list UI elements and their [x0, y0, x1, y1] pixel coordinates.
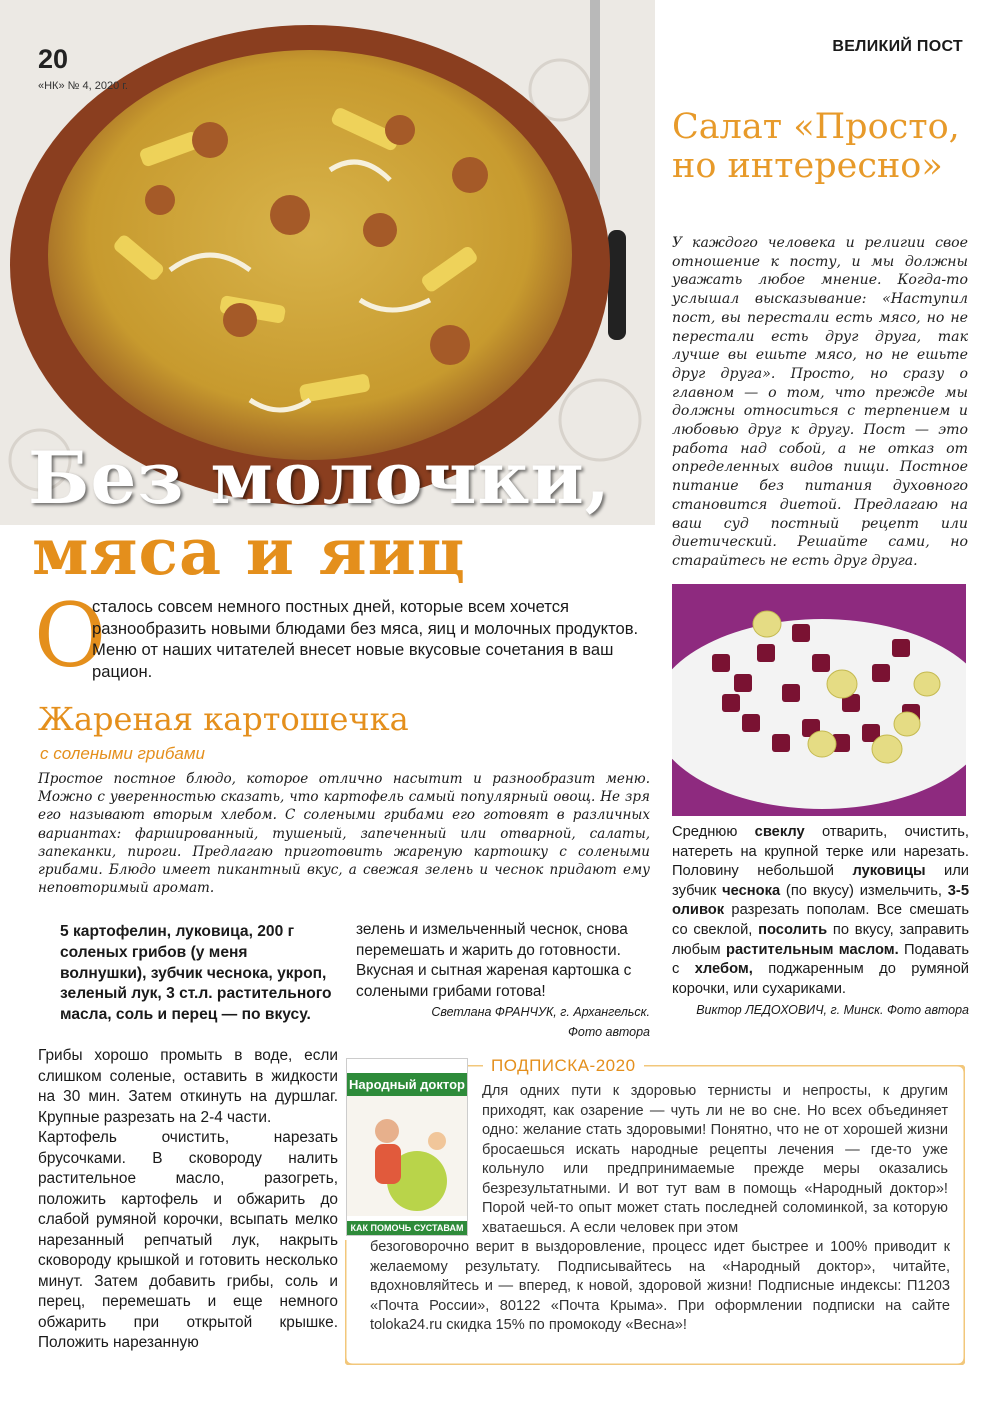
recipe-text: разрезать пополам. Все смешать со свеклой, [672, 902, 969, 938]
recipe-title-salad: Салат «Просто, но интересно» [672, 107, 960, 186]
recipe-title-potatoes: Жареная картошечка [38, 700, 409, 738]
method-potatoes [38, 1046, 338, 1354]
cover-illustration [347, 1096, 467, 1216]
recipe-text: отварить, очистить, натереть на крупной терке или нарезать. Половину небольшой [672, 824, 969, 880]
recipe-keyword: посолить [758, 921, 828, 938]
method-paragraph: Грибы хорошо промыть в воде, если слишком соленые, оставить в жидкости на 30 мин. Затем откинуть на дуршлаг. Крупные разрезать на 2-4 части. [38, 1047, 338, 1126]
recipe-subtitle-potatoes: с солеными грибами [40, 744, 205, 763]
issue-label: «НК» № 4, 2020 г. [38, 80, 128, 92]
headline-line1: Без молочки, [28, 435, 611, 520]
lead-dropcap: О [34, 584, 107, 687]
subscription-text-bottom: безоговорочно верит в выздоровление, процесс идет быстрее и 100% приводит к желаемому результату. Подписывайтесь на «Народный доктор», читайте, вдохновляйтесь и — вперед, к новой, здоровой жизни! Подписные индексы: П1203 «Почта России», 80122 «Почта Крыма». При оформлении подписки на сайте toloka24.ru скидка 15% по промокоду «Весна»! [370, 1239, 950, 1333]
headline-line2: мяса и яиц [32, 514, 466, 590]
recipe-keyword: свеклу [754, 824, 805, 840]
subscription-heading: ПОДПИСКА-2020 [483, 1056, 644, 1076]
author-name: Светлана ФРАНЧУК, г. Архангельск. [431, 1005, 650, 1019]
recipe-keyword: растительным маслом. [725, 941, 899, 958]
recipe-text: Среднюю [672, 824, 755, 840]
recipe-text: поджаренным до румяной корочки, или сухариками. [672, 961, 969, 997]
page-number: 20 [38, 44, 69, 74]
magazine-cover [346, 1058, 468, 1236]
ingredients-potatoes: 5 картофелин, луковица, 200 г соленых грибов (у меня волнушки), зубчик чеснока, укроп, зеленый лук, 3 ст.л. растительного масла, соль и перец — по вкусу. [60, 923, 332, 1024]
photo-credit: Фото автора [567, 1025, 650, 1039]
author-signature-potatoes [356, 1002, 650, 1042]
method-paragraph: Картофель очистить, нарезать брусочками. В сковороду налить растительное масло, разогреть, положить картофель и обжарить до слабой румяной корочки, всыпать мелко нарезанный репчатый лук, накрыть сковороду крышкой и готовить несколько минут. Затем добавить грибы, соль и перец, перемешать и еще немного обжарить при открытой крышке. Положить нарезанную [38, 1129, 338, 1351]
method-continuation: зелень и измельченный чеснок, снова перемешать и жарить до готовности. Вкусная и сытная жареная картошка с солеными грибами готова! [356, 921, 632, 1000]
dish-photo-beet-salad [672, 584, 966, 816]
recipe-keyword: луковицы [852, 863, 926, 880]
recipe-text: по вкусу, заправить любым [672, 921, 969, 958]
recipe-keyword: 3-5 оливок [672, 882, 969, 919]
lead-paragraph: сталось совсем немного постных дней, которые всем хочется разнообразить новыми блюдами без мяса, яиц и молочных продуктов. Меню от наших читателей внесет новые вкусовые сочетания в ваш рацион. [92, 597, 639, 681]
recipe-method-salad [672, 823, 969, 999]
recipe-intro-salad: У каждого человека и религии свое отношение к посту, и мы должны уважать любое мнение. Когда-то услышал высказывание: «Наступил пост, вы перестали есть мясо, но не перестали есть друг друга, так лучше вы ешьте мясо, но не ешьте друг друга». Просто, но сразу о главном — о том, что прежде мы должны относиться с терпением и любовью друг к другу. Пост — это работа над собой, а не отказ от определенных видов пищи. Постное питание без питания духовного становится диетой. Предлагаю на ваш суд постный рецепт или диетический. Решайте сами, но старайтесь не есть друг друга. [672, 235, 968, 569]
cover-brand: Народный доктор [347, 1073, 467, 1096]
recipe-text: Подавать с [672, 941, 970, 978]
recipe-intro-potatoes: Простое постное блюдо, которое отлично насытит и разнообразит меню. Можно с уверенностью сказать, что картофель самый популярный овощ. Не зря его называют вторым хлебом. С солеными грибами его готовят в различных вариантах: фаршированный, тушеный, запеченный или отварной, салаты, запеканки, пироги. Предлагаю приготовить жареную картошку с солеными грибами. Блюдо имеет пикантный вкус, а свежая зелень и чеснок придают ему неповторимый аромат. [38, 771, 650, 897]
recipe-text: (по вкусу) измельчить, [780, 882, 948, 899]
author-signature-salad: Виктор ЛЕДОХОВИЧ, г. Минск. Фото автора [696, 1003, 969, 1017]
subscription-text-top: Для одних пути к здоровью тернисты и непросты, к другим приходят, как озарение — чуть ли не во сне. Но всех объединяет одно: желание стать здоровыми! Понятно, что не от хорошей жизни бросаешься искать народные рецепты лечения — где-то уже кольнуло или предпринимаемые прежде меры оказались безрезультатными. И вот тут вам в помощь «Народный доктор»! Порой чей-то опыт может стать последней соломинкой, за которую хватаешься. А если человек при этом [482, 1083, 948, 1236]
recipe-keyword: хлебом, [694, 961, 753, 978]
recipe-text: или зубчик [672, 863, 969, 899]
section-title: ВЕЛИКИЙ ПОСТ [832, 38, 963, 55]
recipe-keyword: чеснока [722, 882, 781, 899]
cover-tagline: КАК ПОМОЧЬ СУСТАВАМ [347, 1221, 467, 1235]
